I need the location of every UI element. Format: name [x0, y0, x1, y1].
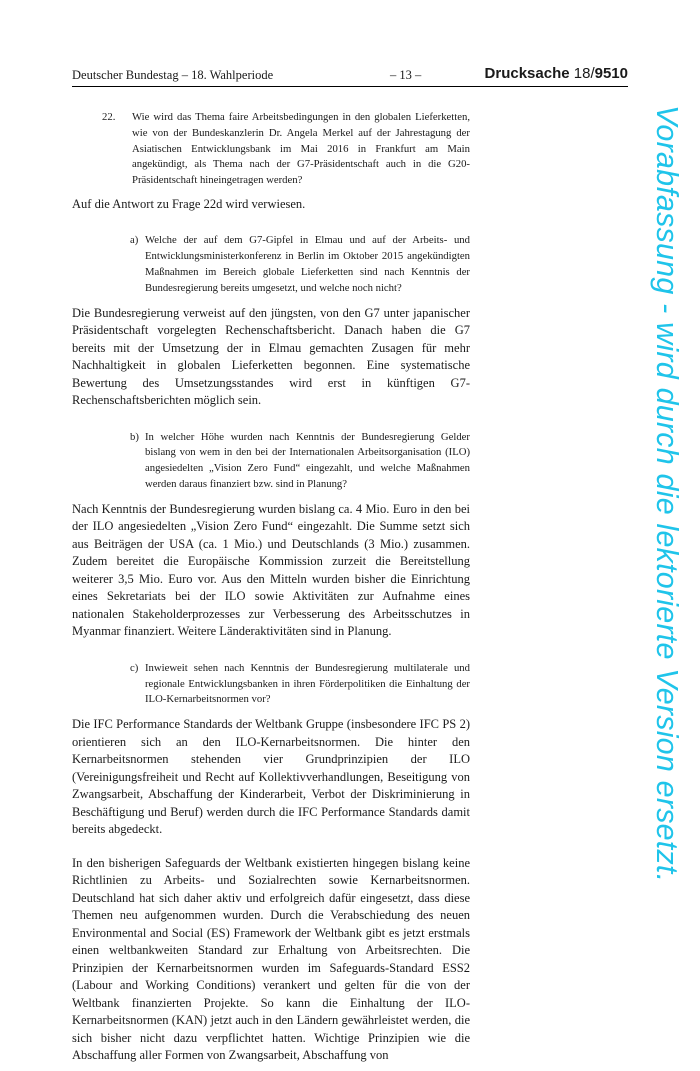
question-number: a)	[130, 234, 139, 247]
question-text: Welche der auf dem G7-Gipfel in Elmau und auf der Arbeits- und Entwicklungsministerkonferenz in Berlin im Oktober 2015 angekündigten Maßnahmen im Bereich globale Lieferketten sind nach Kenntnis der Bundesregierung bereits umgesetzt, und welche noch nicht?	[145, 234, 470, 294]
document-number	[485, 65, 628, 82]
page-header	[72, 66, 628, 87]
header-parliament: Deutscher Bundestag – 18. Wahlperiode	[72, 68, 274, 82]
question-text: In welcher Höhe wurden nach Kenntnis der Bundesregierung Gelder bislang von wem in den bei der Internationalen Arbeitsorganisation (ILO) angesiedelten „Vision Zero Fund“ eingezahlt, und welche Maßnahmen werden daraus finanziert bzw. sind in Planung?	[145, 430, 470, 491]
question-22	[102, 110, 470, 189]
document-label: Drucksache	[484, 65, 570, 82]
question-text: Wie wird das Thema faire Arbeitsbedingungen in den globalen Lieferketten, wie von der Bundeskanzlerin Dr. Angela Merkel auf der Jahrestagung der Asiatischen Entwicklungsbank im Mai 2016 in Frankfurt am Main angekündigt, als Thema nach der G7-Präsidentschaft auch in die G20-Präsidentschaft hineingetragen werden?	[132, 111, 470, 187]
page-number: – 13 –	[390, 68, 422, 82]
answer-22c-paragraph-2: In den bisherigen Safeguards der Weltbank existierten hingegen bislang keine Richtlinien zu Arbeits- und Sozialrechten sowie Kernarbeitsnormen. Deutschland hat sich daher aktiv und erfolgreich dafür eingesetzt, dass diese Themen neu aufgenommen wurden. Durch die Verabschiedung des neuen Environmental and Social (ES) Framework der Weltbank gibt es jetzt erstmals einen weltbankweiten Standard zur Erhaltung von Arbeitsrechten. Die Prinzipien der Kernarbeitsnormen wurden im Safeguards-Standard ESS2 (Labour and Working Conditions) verankert und gelten für die von der Weltbank finanzierten Projekte. So kann die Einhaltung der ILO-Kernarbeitsnormen (KAN) jetzt auch in den Ländern gewährleistet werden, die sich bisher nicht dazu verpflichtet hatten. Wichtige Prinzipien wie die Abschaffung aller Formen von Zwangsarbeit, Abschaffung von	[72, 855, 470, 1063]
question-22a	[130, 233, 470, 296]
question-22b	[130, 430, 470, 493]
question-number: c)	[130, 661, 139, 674]
answer-22b: Nach Kenntnis der Bundesregierung wurden bislang ca. 4 Mio. Euro in den bei der ILO angesiedelten „Vision Zero Fund“ eingezahlt. Die Summe setzt sich aus Beiträgen der USA (ca. 1 Mio.) und Deutschlands (3 Mio.) zusammen. Zudem bereitet die Europäische Kommission zurzeit die Bereitstellung weiterer 3,5 Mio. Euro vor. Aus den Mitteln wurden bisher die Einrichtung eines Sekretariats bei der ILO sowie Aktivitäten zur Aufnahme eines nationalen Stakeholderprozesses zur Verbesserung des Arbeitsschutzes in Myanmar finanziert. Weitere Länderaktivitäten sind in Planung.	[72, 501, 470, 639]
document-number-value: 9510	[594, 65, 628, 82]
question-number: b)	[130, 430, 139, 443]
answer-22c-paragraph-1: Die IFC Performance Standards der Weltbank Gruppe (insbesondere IFC PS 2) orientieren sich an den ILO-Kernarbeitsnormen. Die hinter den Kernarbeitsnormen stehenden vier Grundprinzipien der ILO (Vereinigungsfreiheit und Recht auf Kollektivverhandlungen, Beseitigung von Zwangsarbeit, Abschaffung der Kinderarbeit, Verbot der Diskriminierung in Beschäftigung und Beruf) werden durch die IFC Performance Standards damit bereits abgedeckt.	[72, 717, 470, 837]
document-body	[72, 110, 470, 1071]
draft-watermark: Vorabfassung - wird durch die lektorierte Version ersetzt.	[650, 105, 684, 883]
question-22c	[130, 661, 470, 708]
question-number: 22.	[102, 111, 116, 123]
answer-22: Auf die Antwort zu Frage 22d wird verwiesen.	[72, 196, 306, 211]
question-text: Inwieweit sehen nach Kenntnis der Bundesregierung multilaterale und regionale Entwicklungsbanken in ihren Förderpolitiken die Einhaltung der ILO-Kernarbeitsnormen vor?	[145, 661, 470, 706]
document-number-prefix: 18/	[573, 65, 595, 82]
answer-22a: Die Bundesregierung verweist auf den jüngsten, von den G7 unter japanischer Präsidentschaft vorgelegten Rechenschaftsbericht. Danach haben die G7 bereits mit der Umsetzung der in Elmau gemachten Zusagen für mehr Nachhaltigkeit in globalen Lieferketten begonnen. Eine systematische Bewertung des Umsetzungsstandes wird erst in künftigen G7-Rechenschaftsberichten möglich sein.	[72, 305, 470, 408]
